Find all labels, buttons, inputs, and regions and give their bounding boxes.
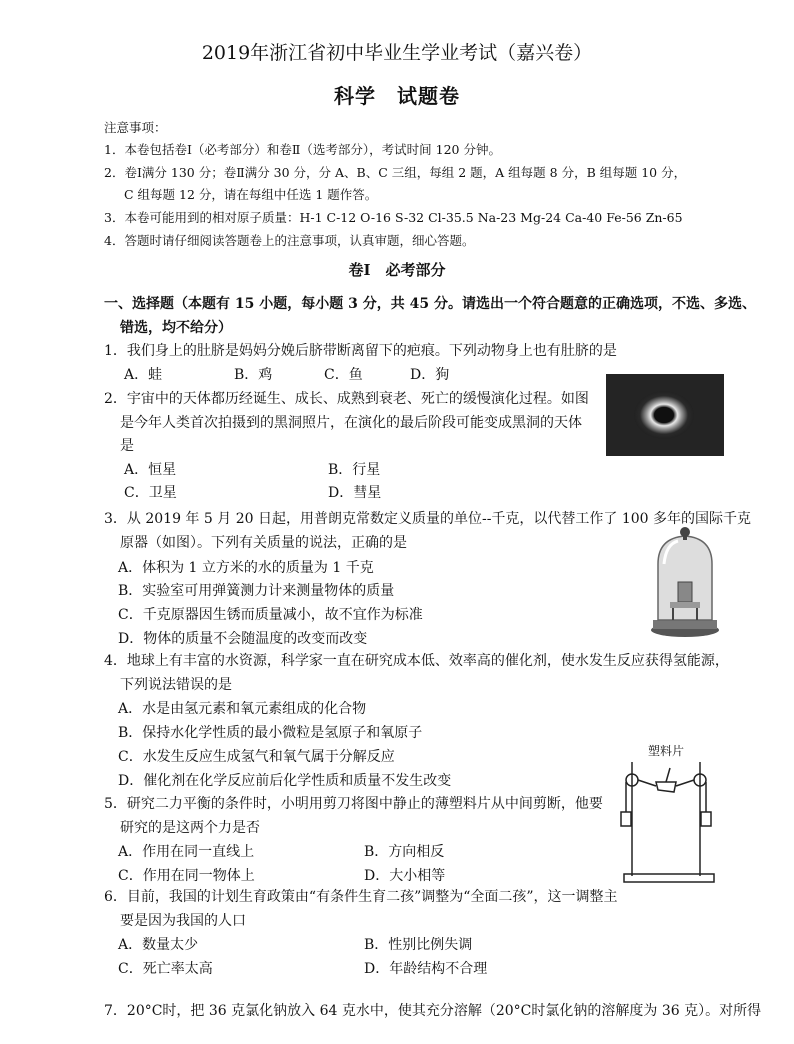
option: A．体积为 1 立方米的水的质量为 1 千克 [118,560,374,576]
option: B．性别比例失调 [364,937,473,953]
question-stem: 研究的是这两个力是否 [120,820,260,836]
option: A．数量太少 [118,937,199,953]
option: C．千克原器因生锈而质量减小，故不宜作为标准 [118,607,423,623]
question-stem: 2．宇宙中的天体都历经诞生、成长、成熟到衰老、死亡的缓慢演化过程。如图 [104,391,589,407]
notes-heading: 注意事项： [104,120,167,135]
option: B．方向相反 [364,844,445,860]
option: D．年龄结构不合理 [364,961,488,977]
option: C．作用在同一物体上 [118,868,255,884]
option: D．彗星 [328,485,382,501]
part-heading-cont: 错选，均不给分） [120,320,232,336]
option: C．卫星 [124,485,177,501]
exam-title: 2019年浙江省初中毕业生学业考试（嘉兴卷） [201,42,593,64]
option: B．实验室可用弹簧测力计来测量物体的质量 [118,583,395,599]
option: D．催化剂在化学反应前后化学性质和质量不发生改变 [118,773,452,789]
question-stem: 3．从 2019 年 5 月 20 日起，用普朗克常数定义质量的单位--千克，以代替工作了 100 多年的国际千克 [104,511,752,527]
option: D．狗 [410,367,450,383]
question-stem: 6．目前，我国的计划生育政策由“有条件生育二孩”调整为“全面二孩”，这一调整主 [104,889,618,905]
black-hole-photo [606,374,724,456]
part-heading: 一、选择题（本题有 15 小题，每小题 3 分，共 45 分。请选出一个符合题意的正确选项，不选、多选、 [104,296,756,312]
kilogram-prototype-image [648,524,722,642]
option: C．鱼 [324,367,363,383]
option: B．保持水化学性质的最小微粒是氢原子和氧原子 [118,725,423,741]
option: A．蛙 [124,367,163,383]
question-stem: 1．我们身上的肚脐是妈妈分娩后脐带断离留下的疤痕。下列动物身上也有肚脐的是 [104,343,617,359]
question-stem: 7．20°C时，把 36 克氯化钠放入 64 克水中，使其充分溶解（20°C时氯化钠的溶解度为 36 克）。对所得 [104,1003,762,1019]
exam-subtitle: 科学 试题卷 [334,84,460,108]
note-item: C 组每题 12 分，请在每组中任选 1 题作答。 [124,187,378,202]
question-stem: 要是因为我国的人口 [120,913,246,929]
option: D．物体的质量不会随温度的改变而改变 [118,631,368,647]
question-stem: 是 [120,438,134,454]
option: A．水是由氢元素和氧元素组成的化合物 [118,701,367,717]
section-title: 卷Ⅰ 必考部分 [348,261,446,279]
note-item: 4．答题时请仔细阅读答题卷上的注意事项，认真审题，细心答题。 [104,233,475,248]
option: B．鸡 [234,367,273,383]
note-item: 1．本卷包括卷Ⅰ（必考部分）和卷Ⅱ（选考部分），考试时间 120 分钟。 [104,142,501,157]
question-stem: 是今年人类首次拍摄到的黑洞照片，在演化的最后阶段可能变成黑洞的天体 [120,415,582,431]
option: A．作用在同一直线上 [118,844,255,860]
option: C．死亡率太高 [118,961,213,977]
option: B．行星 [328,462,381,478]
option: C．水发生反应生成氢气和氧气属于分解反应 [118,749,395,765]
note-item: 2．卷Ⅰ满分 130 分；卷Ⅱ满分 30 分，分 A、B、C 三组，每组 2 题，A 组每题 8 分，B 组每题 10 分， [104,165,687,180]
option: D．大小相等 [364,868,446,884]
question-stem: 4．地球上有丰富的水资源，科学家一直在研究成本低、效率高的催化剂，使水发生反应获得氢能源， [104,653,729,669]
force-balance-apparatus-figure [612,742,722,888]
option: A．恒星 [124,462,177,478]
question-stem: 下列说法错误的是 [120,677,232,693]
note-item: 3．本卷可能用到的相对原子质量：H-1 C-12 O-16 S-32 Cl-35.5 Na-23 Mg-24 Ca-40 Fe-56 Zn-65 [104,210,683,225]
question-stem: 5．研究二力平衡的条件时，小明用剪刀将图中静止的薄塑料片从中间剪断，他要 [104,796,603,812]
figure-label-plastic-sheet: 塑料片 [648,744,685,758]
question-stem: 原器（如图）。下列有关质量的说法，正确的是 [120,535,407,551]
